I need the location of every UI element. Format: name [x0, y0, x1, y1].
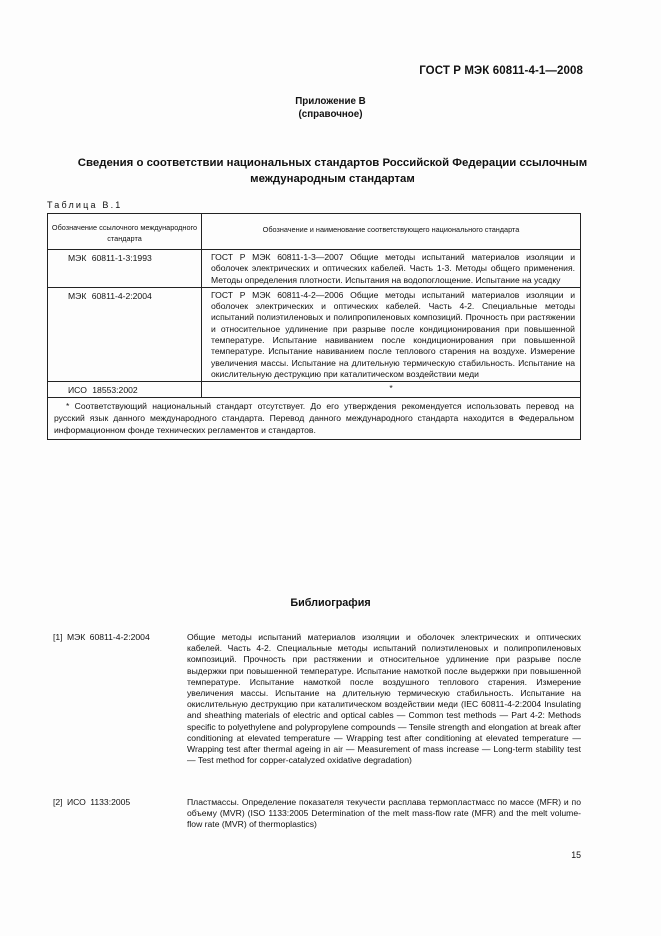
table-cell-code: МЭК 60811-1-3:1993 [48, 250, 202, 288]
correspondence-table [47, 213, 581, 440]
bibliography-text: Пластмассы. Определение показателя текучести расплава термопластмасс по массе (MFR) и по объему (MVR) (ISO 1133:2005 Determination of the melt mass-flow rate (MFR) and the melt volume-flow rate (MVR) of thermoplastics) [187, 797, 581, 830]
table-row [48, 287, 581, 381]
section-title: Сведения о соответствии национальных стандартов Российской Федерации ссылочным международным стандартам [77, 157, 588, 185]
bibliography-ref: [2] ИСО 1133:2005 [53, 797, 131, 807]
annex-title: Приложение В [295, 96, 366, 107]
page-number: 15 [571, 850, 581, 860]
table-cell-description: ГОСТ Р МЭК 60811-4-2—2006 Общие методы испытаний материалов изоляции и оболочек электрических и оптических кабелей. Часть 4-2. Специальные методы испытаний полиэтиленовых и полипропиленовых композиций. Прочность при растяжении и относительное удлинение при разрыве после кондиционирования при повышенной температуре. Испытание навиванием после кондиционирования при повышенной температуре. Испытание навиванием после теплового старения на воздухе. Измерение увеличения массы. Испытание на длительную термическую стабильность. Испытание на окислительную деструкцию при каталитическом воздействии меди [202, 287, 581, 381]
bibliography-title: Библиография [290, 597, 371, 609]
table-caption: Таблица В.1 [47, 200, 123, 210]
document-code: ГОСТ Р МЭК 60811-4-1—2008 [419, 65, 583, 77]
table-cell-code: МЭК 60811-4-2:2004 [48, 287, 202, 381]
table-row [48, 382, 581, 398]
table-cell-description: ГОСТ Р МЭК 60811-1-3—2007 Общие методы испытаний материалов изоляции и оболочек электрических и оптических кабелей. Часть 1-3. Методы общего применения. Методы определения плотности. Испытания на водопоглощение. Испытание на усадку [202, 250, 581, 288]
bibliography-entry [53, 797, 581, 837]
bibliography-ref: [1] МЭК 60811-4-2:2004 [53, 632, 150, 642]
bibliography-entry [53, 632, 581, 792]
table-footnote: * Соответствующий национальный стандарт отсутствует. До его утверждения рекомендуется использовать перевод на русский язык данного международного стандарта. Перевод данного международного стандарта находится в Федеральном информационном фонде технических регламентов и стандартов. [48, 398, 581, 440]
table-cell-description: * [202, 382, 581, 398]
table-note-row [48, 398, 581, 440]
table-row [48, 250, 581, 288]
table-header-international: Обозначение ссылочного международного стандарта [48, 214, 202, 250]
bibliography-text: Общие методы испытаний материалов изоляции и оболочек электрических и оптических кабелей. Часть 4-2. Специальные методы испытаний полиэтиленовых и полипропиленовых композиций. Прочность при растяжении и относительное удлинение при разрыве после выдержки при повышенной температуре. Испытание намоткой после выдержки при повышенной температуре. Испытание намоткой после воздушного теплового старения. Измерение увеличения массы. Испытание на длительную термическую стабильность. Испытание на окислительную деструкцию при каталитическом воздействии меди (IEC 60811-4-2:2004 Insulating and sheathing materials of electric and optical cables — Common test methods — Part 4-2: Methods specific to polyethylene and polypropylene compounds — Tensile strength and elongation at break after conditioning at elevated temperature — Wrapping test after conditioning at elevated temperature — Wrapping test after thermal ageing in air — Measurement of mass increase — Long-term stability test — Test method for copper-catalyzed oxidative degradation) [187, 632, 581, 766]
table-header-row [48, 214, 581, 250]
table-header-national: Обозначение и наименование соответствующего национального стандарта [202, 214, 581, 250]
table-cell-code: ИСО 18553:2002 [48, 382, 202, 398]
annex-subtitle: (справочное) [298, 109, 363, 120]
